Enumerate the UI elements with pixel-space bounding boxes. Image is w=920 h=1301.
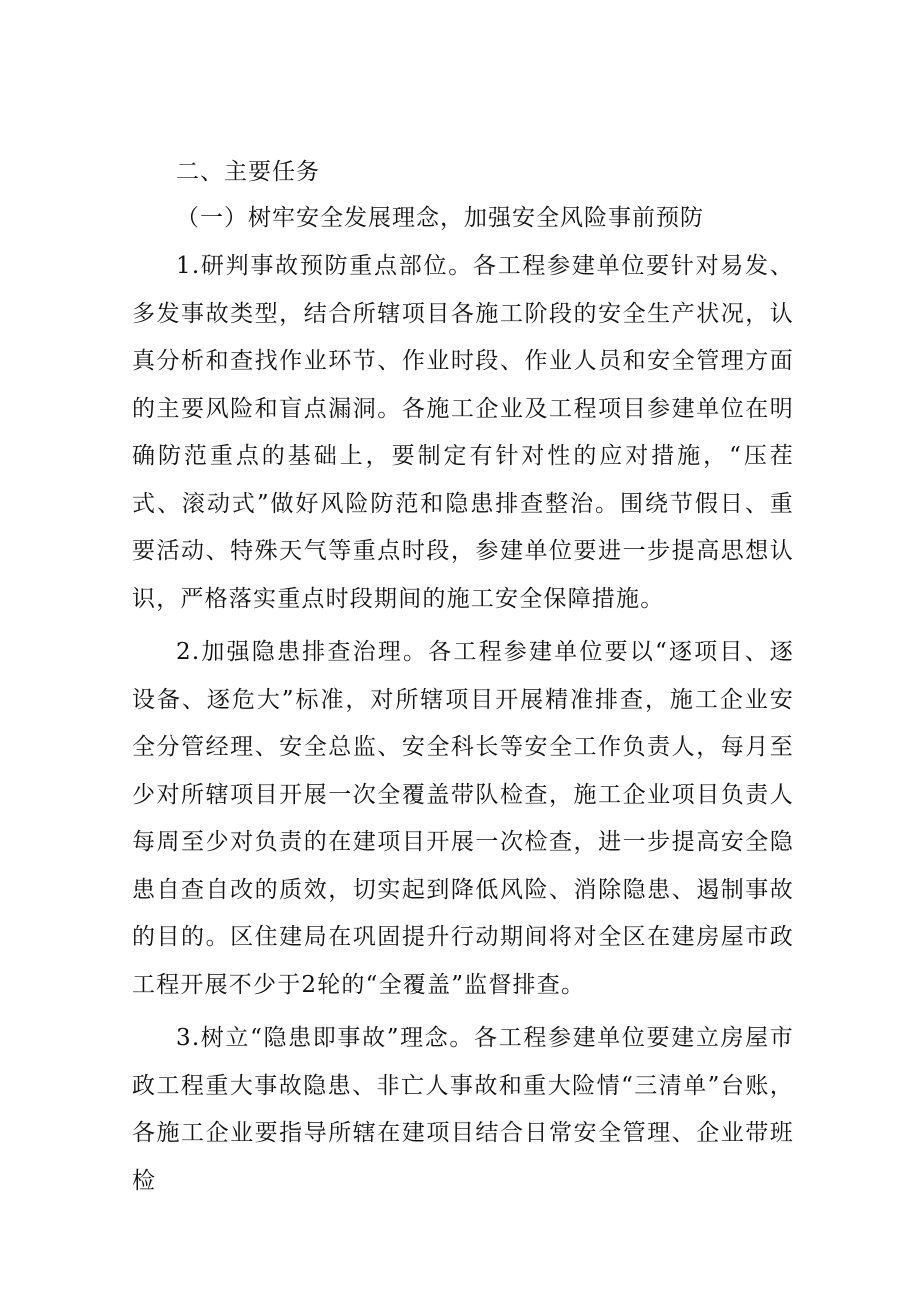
subsection-heading: （一）树牢安全发展理念，加强安全风险事前预防 bbox=[176, 205, 704, 231]
paragraph-3: 3.树立“隐患即事故”理念。各工程参建单位要建立房屋市政工程重大事故隐患、非亡人事故和重大险情“三清单”台账，各施工企业要指导所辖在建项目结合日常安全管理、企业带班检 bbox=[132, 1025, 794, 1194]
section-heading: 二、主要任务 bbox=[176, 159, 320, 185]
paragraph-2: 2.加强隐患排查治理。各工程参建单位要以“逐项目、逐设备、逐危大”标准，对所辖项目开展精准排查，施工企业安全分管经理、安全总监、安全科长等安全工作负责人，每月至少对所辖项目开展一次全覆盖带队检查，施工企业项目负责人每周至少对负责的在建项目开展一次检查，进一步提高安全隐患自查自改的质效，切实起到降低风险、消除隐患、遏制事故的目的。区住建局在巩固提升行动期间将对全区在建房屋市政工程开展不少于2轮的“全覆盖”监督排查。 bbox=[132, 639, 794, 998]
paragraph-1: 1.研判事故预防重点部位。各工程参建单位要针对易发、多发事故类型，结合所辖项目各施工阶段的安全生产状况，认真分析和查找作业环节、作业时段、作业人员和安全管理方面的主要风险和盲点漏洞。各施工企业及工程项目参建单位在明确防范重点的基础上，要制定有针对性的应对措施，“压茬式、滚动式”做好风险防范和隐患排查整治。围绕节假日、重要活动、特殊天气等重点时段，参建单位要进一步提高思想认识，严格落实重点时段期间的施工安全保障措施。 bbox=[132, 253, 794, 612]
document-body bbox=[132, 150, 794, 1211]
